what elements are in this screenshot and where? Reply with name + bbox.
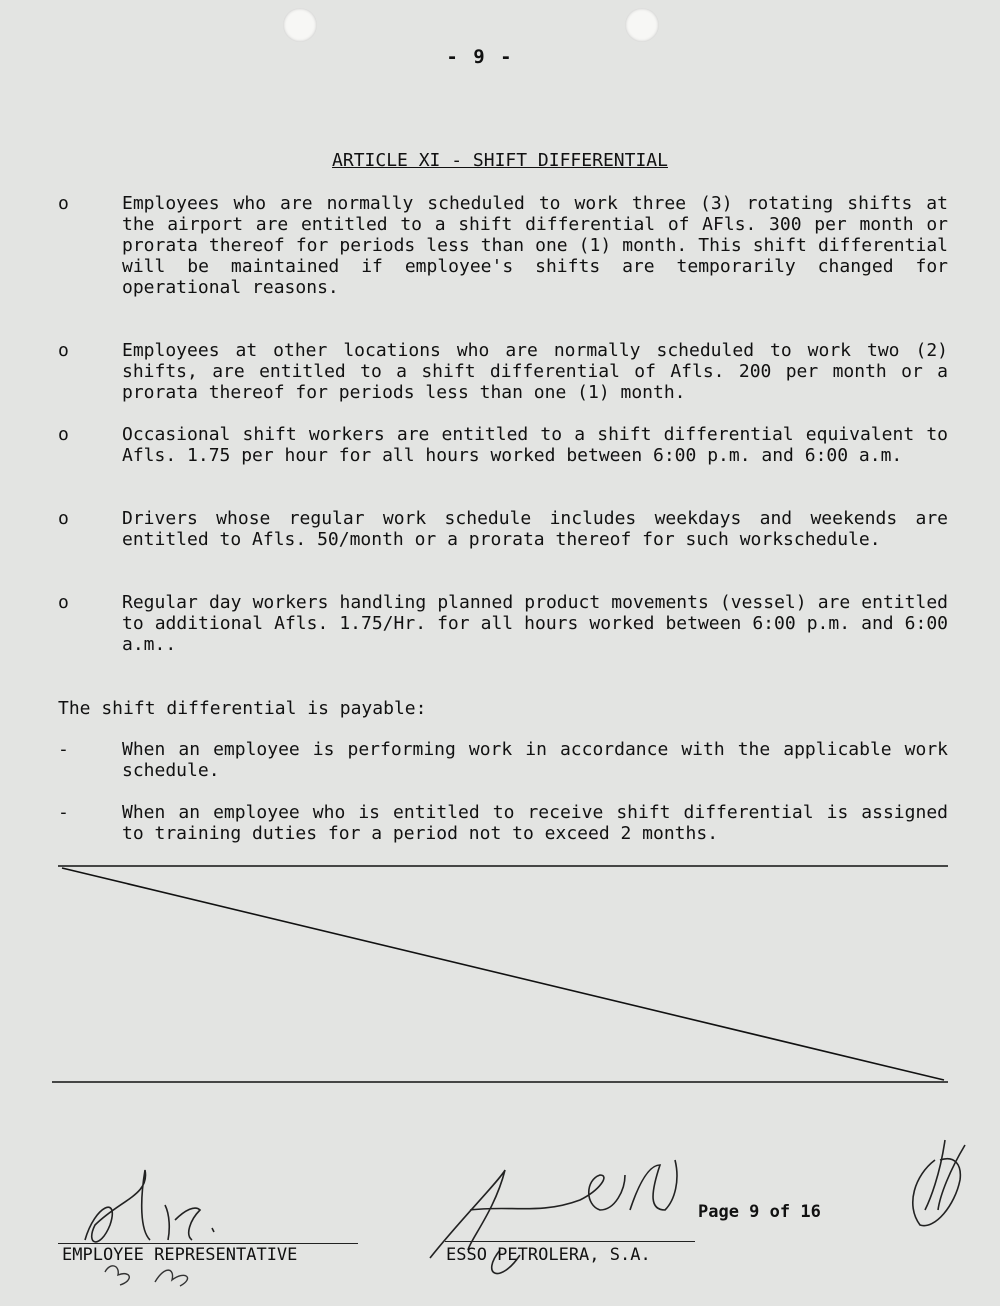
- strike-diagonal: [62, 868, 944, 1080]
- payable-intro: The shift differential is payable:: [58, 698, 427, 719]
- bullet-marker: o: [58, 424, 69, 445]
- page-title: ARTICLE XI - SHIFT DIFFERENTIAL: [332, 150, 668, 171]
- company-label: ESSO PETROLERA, S.A.: [446, 1245, 651, 1265]
- page-of-indicator: Page 9 of 16: [698, 1202, 821, 1222]
- item-text: When an employee is performing work in accordance with the applicable work schedule.: [122, 739, 948, 781]
- company-signature-line: [445, 1241, 695, 1242]
- bullet-marker: o: [58, 340, 69, 361]
- item-text: Employees at other locations who are normally scheduled to work two (2) shifts, are entitled to a shift differential of Afls. 200 per month or a prorata thereof for periods less than one (1) month.: [122, 340, 948, 403]
- item-text: When an employee who is entitled to receive shift differential is assigned to training duties for a period not to exceed 2 months.: [122, 802, 948, 844]
- bullet-marker: o: [58, 508, 69, 529]
- page-number: - 9 -: [446, 46, 514, 68]
- bullet-marker: o: [58, 592, 69, 613]
- employee-representative-label: EMPLOYEE REPRESENTATIVE: [62, 1245, 298, 1265]
- item-text: Employees who are normally scheduled to work three (3) rotating shifts at the airport are entitled to a shift differential of AFls. 300 per month or prorata thereof for periods less than one (1) month. This shift differential will be maintained if employee's shifts are temporarily changed for operational reasons.: [122, 193, 948, 298]
- dash-marker: -: [58, 739, 69, 760]
- bullet-marker: o: [58, 193, 69, 214]
- employee-signature-line: [58, 1243, 358, 1244]
- employee-signature: [85, 1170, 214, 1242]
- item-text: Occasional shift workers are entitled to a shift differential equivalent to Afls. 1.75 per hour for all hours worked between 6:00 p.m. and 6:00 a.m.: [122, 424, 948, 466]
- item-text: Regular day workers handling planned product movements (vessel) are entitled to additional Afls. 1.75/Hr. for all hours worked between 6:00 p.m. and 6:00 a.m..: [122, 592, 948, 655]
- item-text: Drivers whose regular work schedule includes weekdays and weekends are entitled to Afls. 50/month or a prorata thereof for such workschedule.: [122, 508, 948, 550]
- employee-initials: [105, 1266, 188, 1286]
- dash-marker: -: [58, 802, 69, 823]
- initials-mark: [913, 1140, 965, 1226]
